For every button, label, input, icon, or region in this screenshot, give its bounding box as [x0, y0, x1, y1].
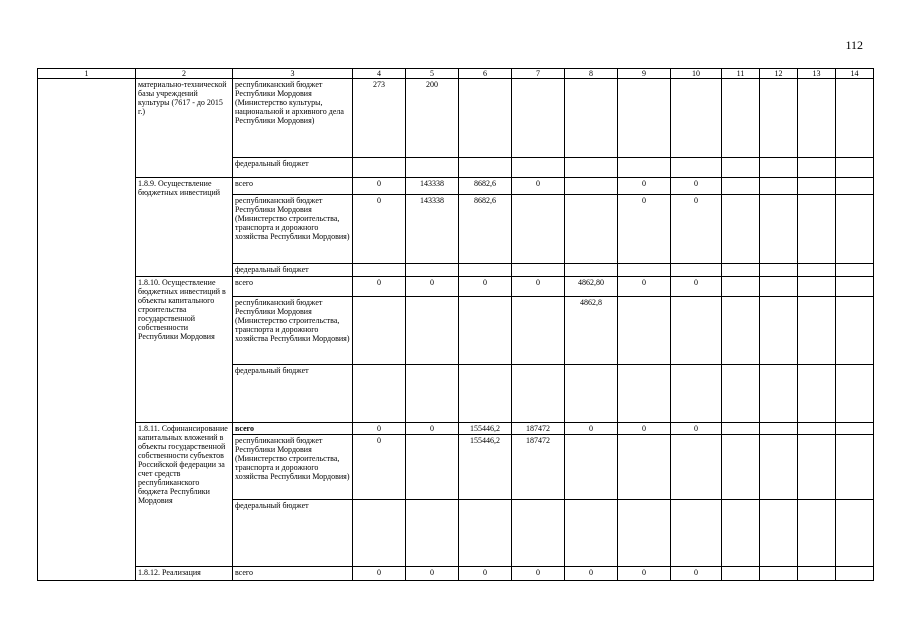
value-cell: [836, 500, 874, 567]
funding-source-cell: республиканский бюджет Республики Мордовия (Министерство строительства, транспорта и дорожного хозяйства Республики Мордовия): [233, 435, 353, 500]
funding-source-cell: республиканский бюджет Республики Мордовия (Министерство культуры, национальной и архивного дела Республики Мордовия): [233, 79, 353, 158]
value-cell: [798, 500, 836, 567]
measure-name-cell: 1.8.9. Осуществление бюджетных инвестиций: [136, 178, 233, 277]
value-cell: [722, 435, 760, 500]
value-cell: 4862,80: [565, 277, 618, 297]
value-cell: [512, 365, 565, 423]
header-cell: 10: [671, 69, 722, 79]
value-cell: [836, 567, 874, 581]
value-cell: [798, 158, 836, 178]
value-cell: [722, 264, 760, 277]
table-row: [38, 178, 874, 195]
value-cell: 0: [565, 567, 618, 581]
value-cell: [760, 365, 798, 423]
header-cell: 6: [459, 69, 512, 79]
value-cell: [722, 567, 760, 581]
value-cell: 0: [353, 178, 406, 195]
table-row: [38, 423, 874, 435]
value-cell: [760, 178, 798, 195]
value-cell: [760, 423, 798, 435]
value-cell: 0: [618, 277, 671, 297]
value-cell: [798, 195, 836, 264]
funding-source-cell: федеральный бюджет: [233, 264, 353, 277]
value-cell: [618, 79, 671, 158]
header-cell: 4: [353, 69, 406, 79]
value-cell: [722, 365, 760, 423]
value-cell: [565, 365, 618, 423]
value-cell: [798, 423, 836, 435]
value-cell: 0: [353, 277, 406, 297]
value-cell: [836, 195, 874, 264]
value-cell: 187472: [512, 435, 565, 500]
value-cell: 8682,6: [459, 195, 512, 264]
budget-table: [37, 68, 874, 581]
value-cell: [459, 297, 512, 365]
value-cell: [722, 79, 760, 158]
value-cell: [836, 365, 874, 423]
value-cell: [565, 435, 618, 500]
value-cell: [760, 435, 798, 500]
value-cell: 155446,2: [459, 435, 512, 500]
value-cell: [798, 79, 836, 158]
header-cell: 14: [836, 69, 874, 79]
value-cell: 0: [671, 178, 722, 195]
value-cell: [671, 79, 722, 158]
value-cell: [459, 365, 512, 423]
table-row: [38, 79, 874, 158]
value-cell: [671, 264, 722, 277]
value-cell: 143338: [406, 195, 459, 264]
value-cell: 0: [618, 195, 671, 264]
value-cell: [406, 435, 459, 500]
value-cell: 0: [353, 195, 406, 264]
value-cell: 0: [512, 277, 565, 297]
value-cell: [798, 178, 836, 195]
value-cell: [565, 158, 618, 178]
value-cell: [722, 178, 760, 195]
value-cell: 0: [406, 423, 459, 435]
header-row: [38, 69, 874, 79]
value-cell: 273: [353, 79, 406, 158]
header-cell: 2: [136, 69, 233, 79]
value-cell: 0: [353, 567, 406, 581]
value-cell: [836, 178, 874, 195]
value-cell: [618, 365, 671, 423]
value-cell: [798, 277, 836, 297]
value-cell: [565, 178, 618, 195]
value-cell: [836, 158, 874, 178]
funding-source-cell: федеральный бюджет: [233, 500, 353, 567]
funding-source-cell: всего: [233, 277, 353, 297]
funding-source-cell: федеральный бюджет: [233, 365, 353, 423]
value-cell: [722, 297, 760, 365]
value-cell: 8682,6: [459, 178, 512, 195]
value-cell: [512, 264, 565, 277]
value-cell: 0: [512, 178, 565, 195]
value-cell: 143338: [406, 178, 459, 195]
value-cell: [565, 264, 618, 277]
value-cell: [512, 500, 565, 567]
value-cell: 4862,8: [565, 297, 618, 365]
value-cell: [836, 277, 874, 297]
value-cell: [722, 423, 760, 435]
value-cell: 0: [459, 277, 512, 297]
value-cell: 0: [618, 423, 671, 435]
funding-source-cell: федеральный бюджет: [233, 158, 353, 178]
header-cell: 13: [798, 69, 836, 79]
value-cell: [722, 195, 760, 264]
value-cell: 0: [406, 567, 459, 581]
measure-name-cell: 1.8.10. Осуществление бюджетных инвестиций в объекты капитального строительства государственной собственности Республики Мордовия: [136, 277, 233, 423]
funding-source-cell: всего: [233, 567, 353, 581]
value-cell: [836, 297, 874, 365]
value-cell: [459, 79, 512, 158]
value-cell: [353, 297, 406, 365]
value-cell: [798, 264, 836, 277]
value-cell: [760, 264, 798, 277]
value-cell: [760, 79, 798, 158]
value-cell: 0: [671, 567, 722, 581]
header-cell: 8: [565, 69, 618, 79]
value-cell: [618, 435, 671, 500]
value-cell: [459, 500, 512, 567]
value-cell: [722, 158, 760, 178]
value-cell: [760, 158, 798, 178]
header-cell: 11: [722, 69, 760, 79]
value-cell: [798, 567, 836, 581]
value-cell: 0: [512, 567, 565, 581]
header-cell: 12: [760, 69, 798, 79]
value-cell: 0: [565, 423, 618, 435]
value-cell: [836, 264, 874, 277]
funding-source-cell: всего: [233, 178, 353, 195]
value-cell: 0: [618, 178, 671, 195]
value-cell: [618, 297, 671, 365]
value-cell: [760, 500, 798, 567]
table-row: [38, 277, 874, 297]
value-cell: [565, 79, 618, 158]
measure-name-cell: 1.8.12. Реализация: [136, 567, 233, 581]
value-cell: [618, 158, 671, 178]
value-cell: [722, 277, 760, 297]
header-cell: 7: [512, 69, 565, 79]
value-cell: [836, 423, 874, 435]
value-cell: 0: [618, 567, 671, 581]
value-cell: [512, 297, 565, 365]
value-cell: [671, 158, 722, 178]
header-cell: 5: [406, 69, 459, 79]
header-cell: 9: [618, 69, 671, 79]
value-cell: [565, 195, 618, 264]
value-cell: [618, 264, 671, 277]
value-cell: [722, 500, 760, 567]
value-cell: [459, 264, 512, 277]
value-cell: [798, 365, 836, 423]
value-cell: 200: [406, 79, 459, 158]
value-cell: [353, 158, 406, 178]
value-cell: [512, 158, 565, 178]
value-cell: 0: [459, 567, 512, 581]
value-cell: [459, 158, 512, 178]
value-cell: [760, 195, 798, 264]
value-cell: [618, 500, 671, 567]
page-number: 112: [845, 38, 863, 52]
value-cell: [671, 297, 722, 365]
value-cell: [406, 264, 459, 277]
header-cell: 1: [38, 69, 136, 79]
value-cell: [406, 365, 459, 423]
value-cell: 187472: [512, 423, 565, 435]
header-cell: 3: [233, 69, 353, 79]
value-cell: [836, 435, 874, 500]
measure-name-cell: 1.8.11. Софинансирование капитальных вложений в объекты государственной собственности субъектов Российской федерации за счет средств республиканского бюджета Республики Мордовия: [136, 423, 233, 567]
measure-name-cell: материально-технической базы учреждений культуры (7617 - до 2015 г.): [136, 79, 233, 178]
value-cell: [836, 79, 874, 158]
value-cell: [671, 435, 722, 500]
value-cell: [512, 79, 565, 158]
funding-source-cell: республиканский бюджет Республики Мордовия (Министерство строительства, транспорта и дорожного хозяйства Республики Мордовия): [233, 297, 353, 365]
value-cell: [353, 365, 406, 423]
value-cell: [760, 277, 798, 297]
value-cell: 0: [353, 435, 406, 500]
value-cell: [353, 500, 406, 567]
value-cell: [798, 435, 836, 500]
funding-source-cell: всего: [233, 423, 353, 435]
value-cell: 155446,2: [459, 423, 512, 435]
value-cell: [512, 195, 565, 264]
value-cell: 0: [353, 423, 406, 435]
value-cell: [798, 297, 836, 365]
value-cell: 0: [671, 195, 722, 264]
value-cell: [760, 567, 798, 581]
value-cell: 0: [406, 277, 459, 297]
value-cell: [671, 365, 722, 423]
value-cell: [406, 158, 459, 178]
value-cell: 0: [671, 423, 722, 435]
value-cell: [353, 264, 406, 277]
value-cell: [565, 500, 618, 567]
value-cell: [406, 297, 459, 365]
value-cell: [406, 500, 459, 567]
value-cell: 0: [671, 277, 722, 297]
value-cell: [760, 297, 798, 365]
funding-source-cell: республиканский бюджет Республики Мордовия (Министерство строительства, транспорта и дорожного хозяйства Республики Мордовия): [233, 195, 353, 264]
col1-cell: [38, 79, 136, 581]
table-row: [38, 567, 874, 581]
value-cell: [671, 500, 722, 567]
